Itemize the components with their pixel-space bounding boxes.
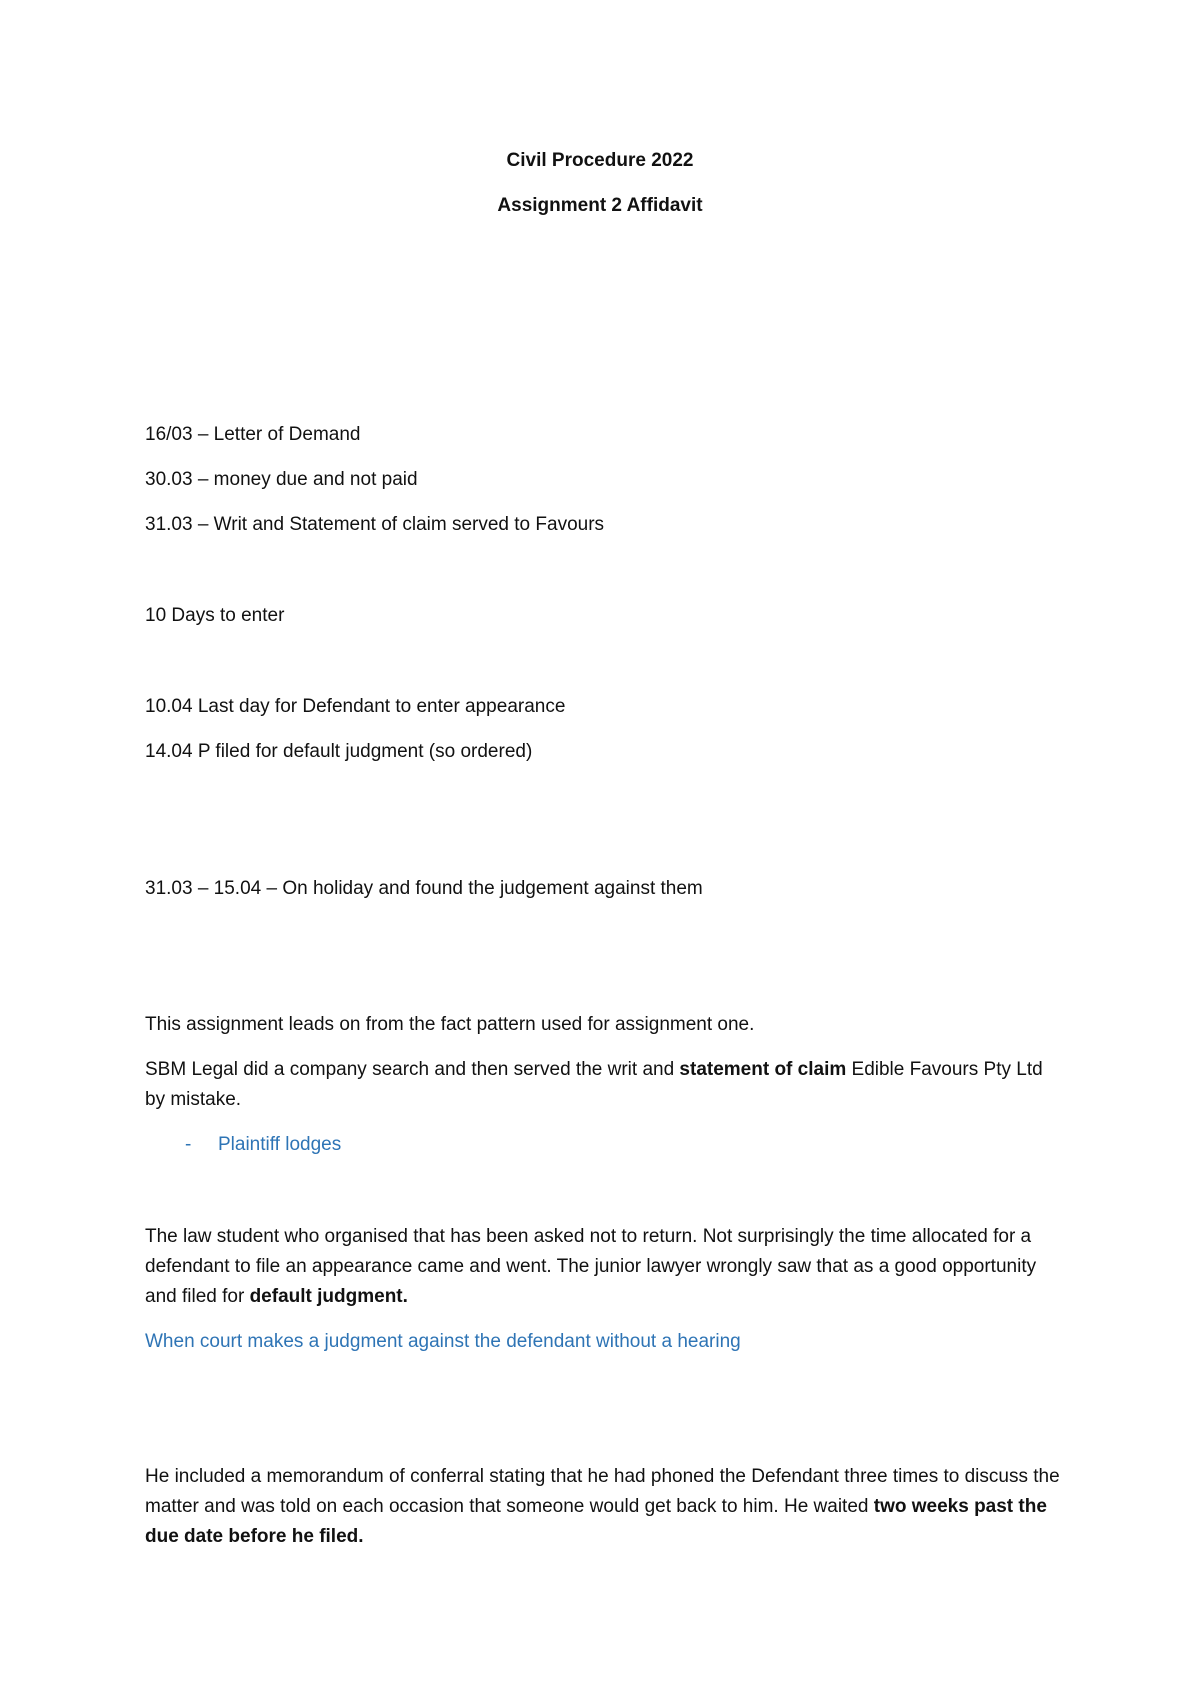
student-bold-text: default judgment.: [249, 1286, 408, 1307]
memo-text: He included a memorandum of conferral stating that he had phoned the Defendant three times to discuss the matter and was told on each occasion that someone would get back to him. He waited: [145, 1466, 1060, 1517]
sbm-paragraph: [145, 1055, 1065, 1115]
timeline-item: 10.04 Last day for Defendant to enter appearance: [145, 696, 566, 717]
document-title: Civil Procedure 2022: [506, 150, 694, 171]
memo-bold-text: two weeks past the due date before he filed.: [145, 1496, 1047, 1547]
timeline-item: 31.03 – Writ and Statement of claim served to Favours: [145, 514, 605, 535]
definition-note: When court makes a judgment against the defendant without a hearing: [145, 1331, 741, 1352]
bullet-text: Plaintiff lodges: [218, 1134, 342, 1155]
timeline-item: 30.03 – money due and not paid: [145, 469, 418, 490]
bullet-dash: -: [185, 1134, 192, 1155]
sbm-text-before: SBM Legal did a company search and then served the writ and: [145, 1059, 680, 1080]
days-note: 10 Days to enter: [145, 605, 285, 626]
sbm-bold-text: statement of claim: [679, 1059, 847, 1080]
student-text: The law student who organised that has been asked not to return. Not surprisingly the time allocated for a defendant to file an appearance came and went. The junior lawyer wrongly saw that as a good opportunity and filed for: [145, 1226, 1037, 1307]
timeline-item: 14.04 P filed for default judgment (so ordered): [145, 741, 533, 762]
sbm-text-after: Edible Favours Pty Ltd by mistake.: [145, 1059, 1043, 1110]
student-paragraph: [145, 1222, 1065, 1312]
memo-paragraph: [145, 1462, 1065, 1552]
holiday-note: 31.03 – 15.04 – On holiday and found the judgement against them: [145, 878, 703, 899]
timeline-item: 16/03 – Letter of Demand: [145, 424, 361, 445]
intro-paragraph: This assignment leads on from the fact pattern used for assignment one.: [145, 1014, 755, 1035]
document-subtitle: Assignment 2 Affidavit: [497, 195, 703, 216]
